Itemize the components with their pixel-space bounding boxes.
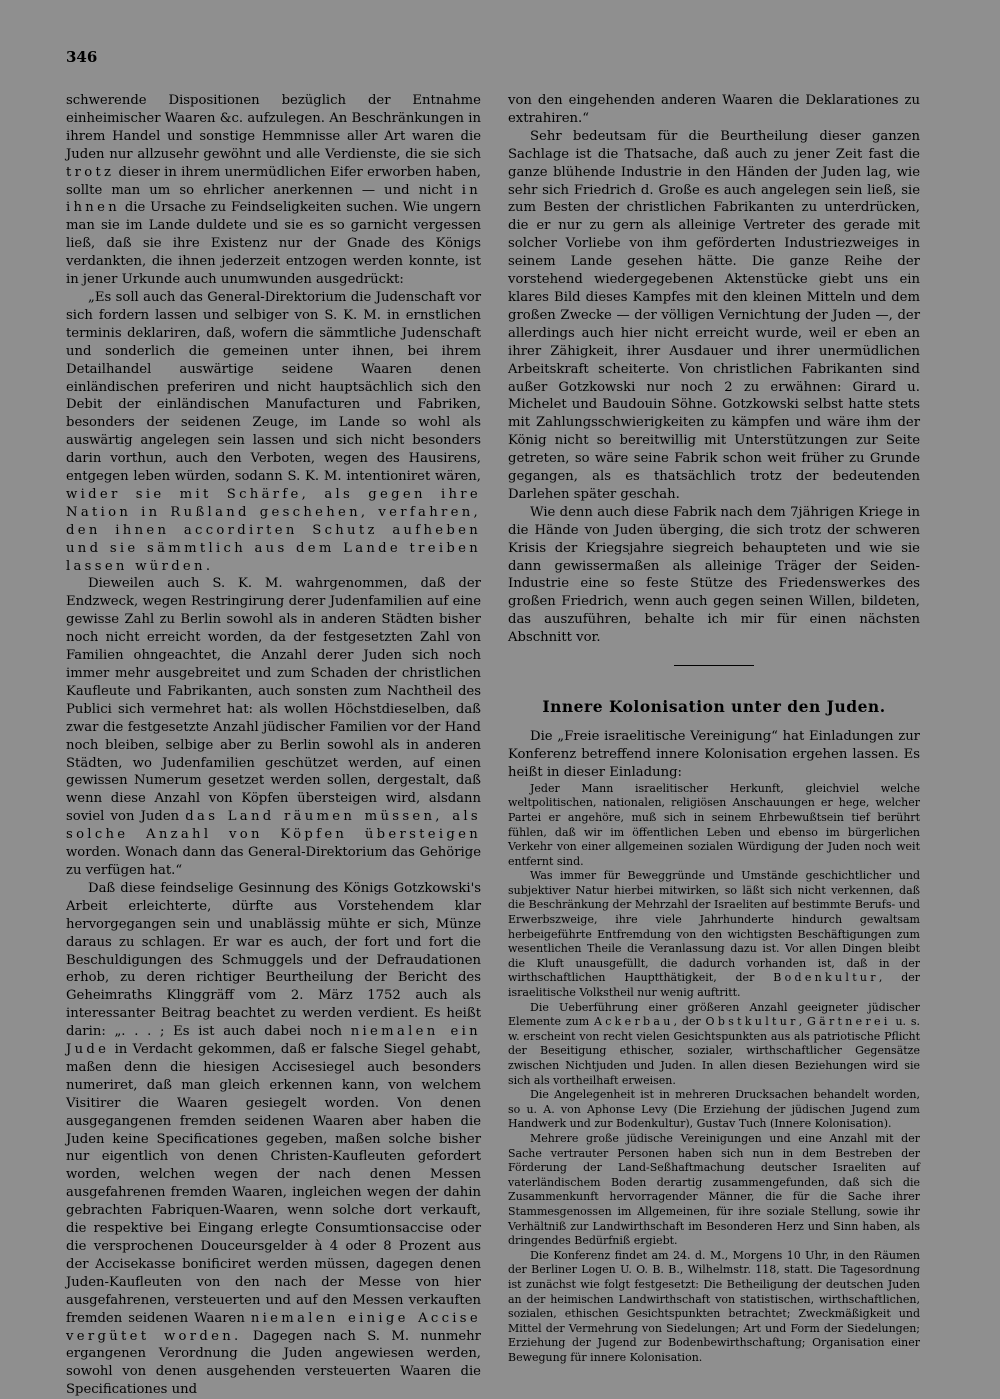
paragraph (508, 92, 920, 128)
small-paragraph (508, 1088, 920, 1132)
text: worden. Wonach dann das General-Direktorium das Gehörige zu verfügen hat.“ (66, 845, 481, 878)
text: schwerende Dispositionen bezüglich der Entnahme einheimischer Waaren &c. aufzulegen. An Beschränkungen in ihrem Handel und sonstige Hemmnisse aller Art waren die Juden nur allzusehr gewöhnt und alle Verdienste, die sie sich (66, 93, 481, 162)
spaced-text: Obstkultur (705, 1015, 799, 1029)
text: u. s. w. erscheint von recht vielen Gesichtspunkten aus als patriotische Pflicht der Beseitigung ethischer, sozialer, wirthschaftlicher Gegensätze zwischen Nichtjuden und Juden. In allen diesen Beziehungen wird sie sich als vortheilhaft erweisen. (508, 1015, 921, 1087)
invitation-text (508, 782, 920, 1366)
paragraph (508, 128, 920, 504)
section-divider (674, 665, 754, 666)
text: in Verdacht gekommen, daß er falsche Siegel gehabt, maßen denn die hiesigen Accisesiegel auch besonders numeriret, daß man gleich erkennen kann, von welchem Visitirer die Waaren gesiegelt worden. Von denen ausgegangenen fremden seidenen Waaren aber haben die Juden keine Specificationes gegeben, maßen solche bisher nur eigentlich von denen Christen-Kaufleuten gefordert worden, welchen wegen der nach denen Messen ausgefahrenen fremden Waaren, ingleichen wegen der dahin gebrachten Fabriquen-Waaren, wenn solche dort verkauft, die respektive bei Eingang erlegte Consumtionsaccise oder die versprochenen Douceursgelder à 4 oder 8 Prozent aus der Accisekasse bonificiret werden müssen, dagegen denen Juden-Kaufleuten von den nach der Messe von hier ausgefahrenen, versteuerten und auf den Messen verkauften fremden seidenen Waaren (66, 1042, 481, 1326)
paragraph (508, 728, 920, 782)
text: Dagegen nach S. M. nunmehr ergangenen Verordnung die Juden angewiesen werden, sowohl von denen ausgehenden versteuerten Waaren die Specificationes und (66, 1328, 481, 1398)
spaced-text: wider sie mit Schärfe, als gegen ihre Nation in Rußland geschehen, verfahren, den ihnen accordirten Schutz aufheben und sie sämmtlich aus dem Lande treiben lassen würden. (66, 486, 481, 574)
small-paragraph (508, 1249, 920, 1366)
small-paragraph (508, 869, 920, 1000)
paragraph (66, 880, 481, 1399)
text: , der (673, 1015, 701, 1029)
text: die Ursache zu Feindseligkeiten suchen. Wie ungern man sie im Lande duldete und sie es so garnicht vergessen ließ, daß sie ihre Existenz nur der Gnade des Königs verdankten, die ihnen jederzeit entzogen werden konnte, ist in jener Urkunde auch unumwunden ausgedrückt: (66, 200, 481, 288)
spaced-text: Bodenkultur (773, 971, 879, 985)
text: Die Angelegenheit ist in mehreren Drucksachen behandelt worden, so u. A. von Aphonse Levy (Die Erziehung der jüdischen Jugend zum Handwerk und zur Bodenkultur), Gustav Tuch (Innere Kolonisation). (508, 1088, 920, 1131)
text: Die Konferenz findet am 24. d. M., Morgens 10 Uhr, in den Räumen der Berliner Logen U. O. B. B., Wilhelmstr. 118, statt. Die Tagesordnung ist zunächst wie folgt festgesetzt: Die Betheiligung der deutschen Juden an der heimischen Landwirthschaft von statistischen, wirthschaftlichen, sozialen, ethischen Gesichtspunkten betrachtet; Zweckmäßigkeit und Mittel der Vermehrung von Siedelungen; Art und Form der Siedelungen; Erziehung der Jugend zur Bodenbewirthschaftung; Organisation einer Bewegung für innere Kolonisation. (508, 1248, 920, 1364)
spaced-text: das Land räumen müssen, als solche Anzahl von Köpfen übersteigen (66, 809, 481, 843)
paragraph (66, 92, 481, 289)
paragraph (508, 504, 920, 647)
text: Die „Freie israelitische Vereinigung“ hat Einladungen zur Konferenz betreffend innere Kolonisation ergehen lassen. Es heißt in dieser Einladung: (508, 729, 920, 780)
spaced-text: niemalen einige Accise vergütet worden. (66, 1310, 481, 1344)
text: Dieweilen auch S. K. M. wahrgenommen, daß der Endzweck, wegen Restringirung derer Judenfamilien auf eine gewisse Zahl zu Berlin sowohl als in anderen Städten bisher noch nicht erreicht worden, da der festgesetzten Zahl von Familien ohngeachtet, die Anzahl derer Juden sich noch immer mehr ausgebreitet und zum Schaden der christlichen Kaufleute und Fabrikanten, auch sonsten zum Nachtheil des Publici sich vermehret hat: als wollen Höchstdieselben, daß zwar die festgesetzte Anzahl jüdischer Familien vor der Hand noch bleiben, selbige aber zu Berlin sowohl als in anderen Städten, wo Judenfamilien geschützet werden, auf einen gewissen Numerum gesetzet werden sollen, dergestalt, daß wenn diese Anzahl von Köpfen übersteigen wird, alsdann soviel von Juden (66, 576, 481, 825)
text: Sehr bedeutsam für die Beurtheilung dieser ganzen Sachlage ist die Thatsache, daß auch zu jener Zeit fast die ganze blühende Industrie in den Händen der Juden lag, wie sehr sich Friedrich d. Große es auch angelegen sein ließ, sie zum Besten der christlichen Fabrikanten zu unterdrücken, die er nur zu gern als alleinige Vertreter des gerade mit solcher Vorliebe von ihm geförderten Industriezweiges in seinem Lande gesehen hätte. Die ganze Reihe der vorstehend wiedergegebenen Aktenstücke giebt uns ein klares Bild dieses Kampfes mit den kleinen Mitteln und dem großen Zwecke — der völligen Vernichtung der Juden —, der allerdings auch hier nicht erreicht wurde, weil er eben an ihrer Zähigkeit, ihrer Ausdauer und ihrer unermüdlichen Arbeitskraft scheiterte. Von christlichen Fabrikanten sind außer Gotzkowski nur noch 2 zu erwähnen: Girard u. Michelet und Baudouin Söhne. Gotzkowski selbst hatte stets mit Zahlungsschwierigkeiten zu kämpfen und wäre ihm der König nicht so bereitwillig mit Unterstützungen zur Seite getreten, so wäre seine Fabrik schon weit früher zu Grunde gegangen, als es thatsächlich trotz der bedeutenden Darlehen später geschah. (508, 128, 920, 502)
section-heading: Innere Kolonisation unter den Juden. (542, 697, 886, 717)
text: Wie denn auch diese Fabrik nach dem 7jährigen Kriege in die Hände von Juden überging, die sich trotz der schweren Krisis der Kriegsjahre siegreich behaupteten und wie sie dann gewissermaßen als alleinige Träger der Seiden-Industrie eine so feste Stütze des Friedenswerkes des großen Friedrich, wenn auch gegen seinen Willen, bildeten, das auszuführen, behalte ich mir für einen nächsten Abschnitt vor. (508, 504, 920, 646)
quote-paragraph (66, 289, 481, 576)
text: Die Ueberführung einer größeren Anzahl geeigneter jüdischer Elemente zum (508, 1000, 920, 1029)
spaced-text: Ackerbau (593, 1015, 674, 1029)
small-paragraph (508, 1001, 920, 1089)
text: Daß diese feindselige Gesinnung des Königs Gotzkowski's Arbeit erleichterte, dürfte aus Vorstehendem klar hervorgegangen sein und unablässig mühte er sich, Münze daraus zu schlagen. Er war es auch, der fort und fort die Beschuldigungen des Schmuggels und der Defraudationen erhob, zu deren richtiger Beurtheilung der Bericht des Geheimraths Klinggräff vom 2. März 1752 auch als interessanter Beitrag beachtet zu werden verdient. Es heißt darin: „. . . ; Es ist auch dabei noch (66, 880, 481, 1040)
right-column (508, 92, 920, 1365)
spaced-text: Gärtnerei (807, 1015, 891, 1029)
text: Was immer für Beweggründe und Umstände geschichtlicher und subjektiver Natur hierbei mitwirken, so läßt sich nicht verkennen, daß die Beschränkung der Mehrzahl der Israeliten auf bestimmte Berufs- und Erwerbszweige, ihre viele Jahrhunderte hindurch gewaltsam herbeigeführte Entfremdung von den wichtigsten Beschäftigungen zum wesentlichen Theile die Veranlassung dazu ist. Vor allen Dingen bleibt die Kluft unausgefüllt, die dadurch vorhanden ist, daß in der wirthschaftlichen Hauptthätigkeit, der (508, 869, 920, 985)
paragraph (66, 575, 481, 879)
spaced-text: in ihnen (66, 182, 481, 216)
text: Mehrere große jüdische Vereinigungen und eine Anzahl mit der Sache vertrauter Personen haben sich nun in dem Bestreben der Förderung der Land-Seßhaftmachung deutscher Israeliten auf vaterländischem Boden derartig zusammengefunden, daß sich die Zusammenkunft hervorragender Männer, die für die Sache ihrer Stammesgenossen im Allgemeinen, für ihre soziale Stellung, sowie ihr Verhältniß zur Landwirthschaft im Besonderen Herz und Sinn haben, als dringendes Bedürfniß ergiebt. (508, 1131, 920, 1248)
spaced-text: niemalen ein Jude (66, 1024, 481, 1058)
text: von den eingehenden anderen Waaren die Deklarationes zu extrahiren.“ (508, 93, 920, 126)
text: „Es soll auch das General-Direktorium die Judenschaft vor sich fordern lassen und selbiger von S. K. M. in ernstlichen terminis deklariren, daß, wofern die sämmtliche Judenschaft und sonderlich die gemeinen unter ihnen, bei ihrem Detailhandel auswärtige seidene Waaren denen einländischen preferiren und nicht hauptsächlich sich den Debit der einländischen Manufacturen und Fabriken, besonders der seidenen Zeuge, im Lande so wohl als auswärtig angelegen sein lassen und sich nicht besonders darin vorthun, auch den Verboten, wegen des Hausirens, entgegen leben würden, sodann S. K. M. intentioniret wären, (66, 289, 481, 485)
left-column (66, 92, 481, 1399)
small-paragraph (508, 1132, 920, 1249)
text: , der israelitische Volkstheil nur wenig auftritt. (508, 971, 921, 1000)
spaced-text: trotz (66, 164, 115, 180)
text: , (798, 1015, 803, 1029)
page-number: 346 (66, 48, 98, 66)
text: Jeder Mann israelitischer Herkunft, gleichviel welche weltpolitischen, nationalen, religiösen Anschauungen er hege, welcher Partei er angehöre, muß sich in seinem Ehrbewußtsein tief berührt fühlen, daß wir im öffentlichen Leben und ebenso im bürgerlichen Verkehr von einer allgemeinen sozialen Würdigung der Juden noch weit entfernt sind. (508, 781, 920, 868)
small-paragraph (508, 782, 920, 870)
text: dieser in ihrem unermüdlichen Eifer erworben haben, sollte man um so ehrlicher anerkennen — und nicht (66, 164, 481, 198)
